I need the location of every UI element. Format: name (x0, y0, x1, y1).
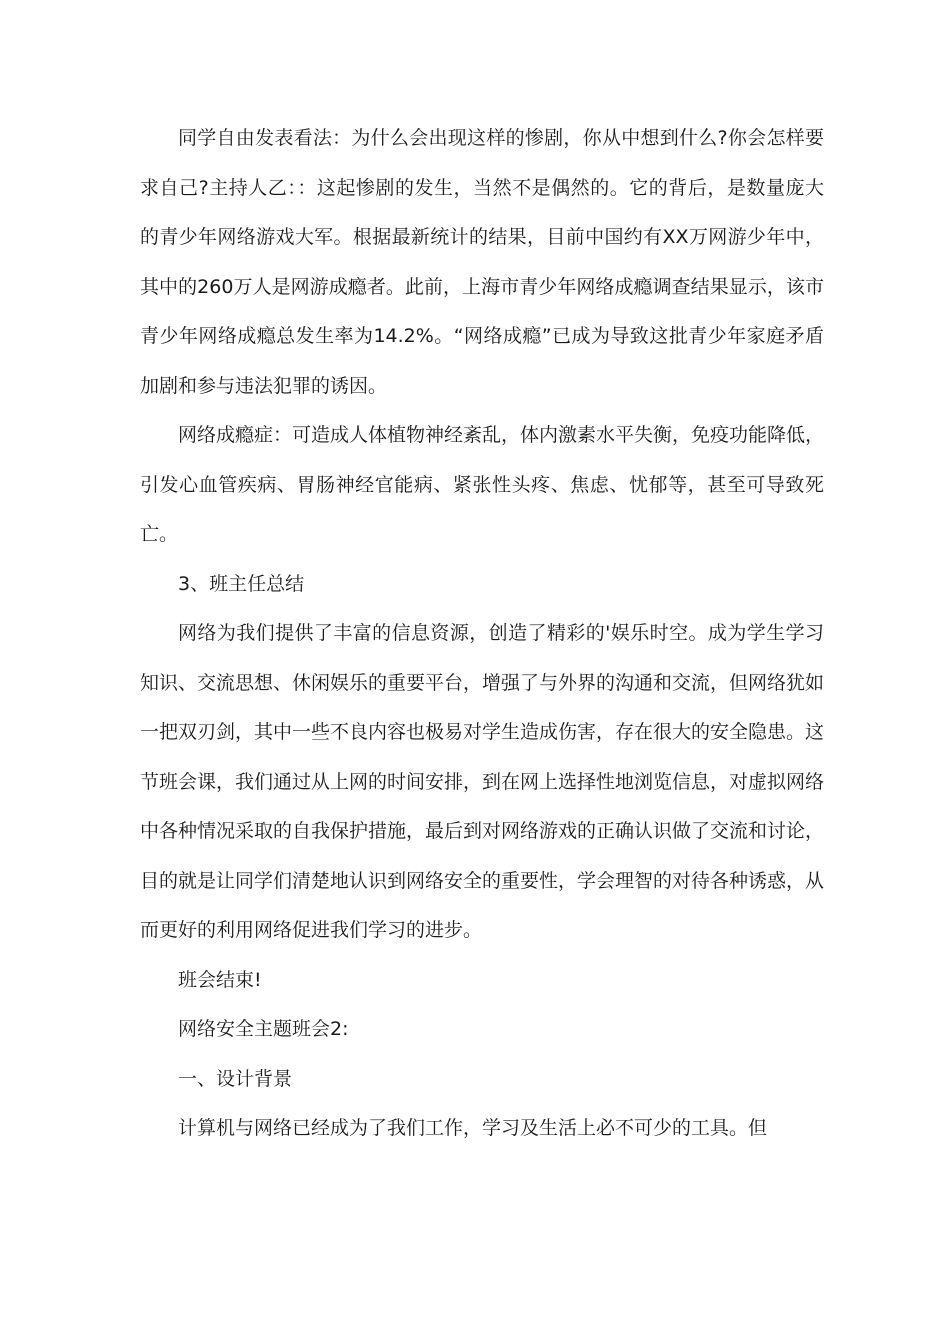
paragraph-meeting-end: 班会结束! (178, 968, 262, 991)
paragraph-summary: 网络为我们提供了丰富的信息资源，创造了精彩的'娱乐时空。成为学生学习知识、交流思想、休闲娱乐的重要平台，增强了与外界的沟通和交流，但网络犹如一把双刃剑，其中一些不良内容也极易对学生造成伤害，存在很大的安全隐患。这节班会课，我们通过从上网的时间安排，到在网上选择性地浏览信息，对虚拟网络中各种情况采取的自我保护措施，最后到对网络游戏的正确认识做了交流和讨论，目的就是让同学们清楚地认识到网络安全的重要性，学会理智的对待各种诱惑，从而更好的利用网络促进我们学习的进步。 (140, 622, 825, 941)
heading-design-background: 一、设计背景 (178, 1067, 293, 1090)
heading-theme-meeting-2: 网络安全主题班会2: (178, 1018, 349, 1040)
paragraph-background: 计算机与网络已经成为了我们工作，学习及生活上必不可少的工具。但 (178, 1117, 768, 1139)
paragraph-addiction-symptoms: 网络成瘾症：可造成人体植物神经紊乱，体内激素水平失衡，免疫功能降低，引发心血管疾病、胃肠神经官能病、紧张性头疼、焦虑、忧郁等，甚至可导致死亡。 (140, 424, 825, 545)
paragraph-discussion: 同学自由发表看法：为什么会出现这样的惨剧，你从中想到什么?你会怎样要求自己?主持人乙：：这起惨剧的发生，当然不是偶然的。它的背后，是数量庞大的青少年网络游戏大军。根据最新统计的结果，目前中国约有XX万网游少年中，其中的260万人是网游成瘾者。此前，上海市青少年网络成瘾调查结果显示，该市青少年网络成瘾总发生率为14.2%。“网络成瘾”已成为导致这批青少年家庭矛盾加剧和参与违法犯罪的诱因。 (140, 127, 824, 397)
document-body (140, 114, 824, 1154)
section-heading-teacher-summary: 3、班主任总结 (178, 572, 305, 595)
